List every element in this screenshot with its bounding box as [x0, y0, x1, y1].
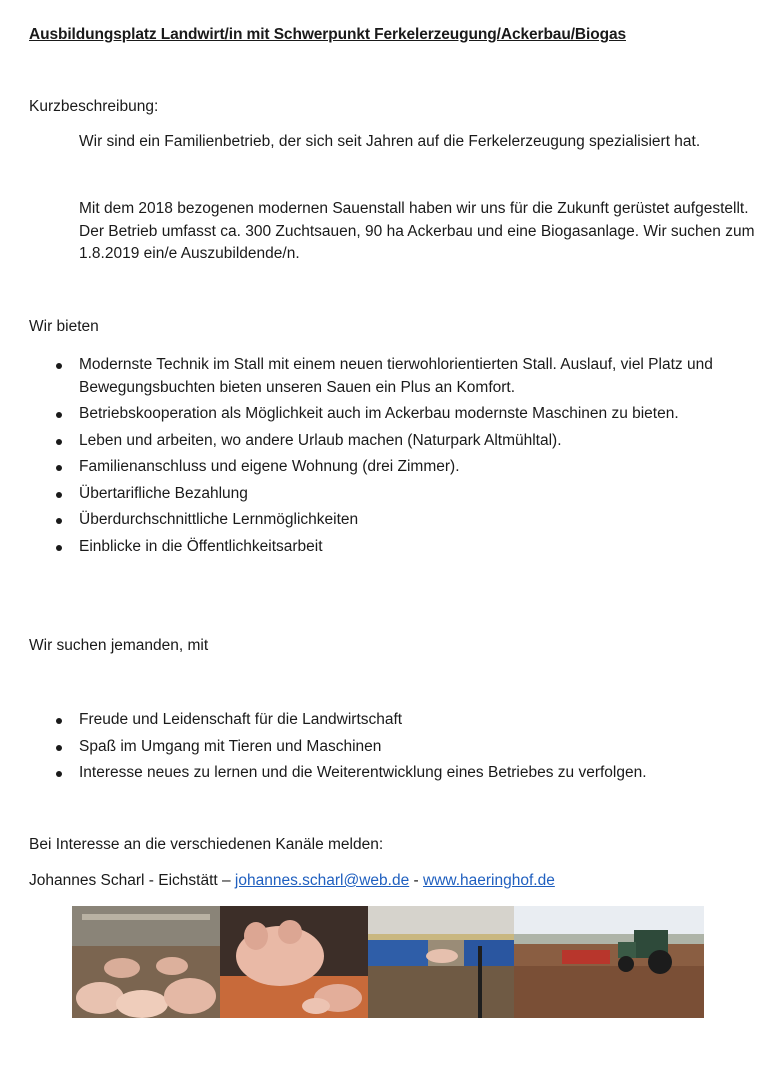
bullet-icon [56, 465, 62, 471]
bullet-icon [56, 545, 62, 551]
seeking-list [0, 709, 778, 789]
offer-list [0, 354, 778, 562]
offer-item: Überdurchschnittliche Lernmöglichkeiten [0, 509, 759, 532]
contact-name: Johannes Scharl - Eichstätt – [29, 872, 235, 889]
bullet-icon [56, 718, 62, 724]
offer-item: Modernste Technik im Stall mit einem neuen tierwohlorientierten Stall. Auslauf, viel Platz und Bewegungsbuchten bieten unseren Sauen ein Plus an Komfort. [0, 354, 759, 399]
website-link[interactable]: www.haeringhof.de [423, 872, 555, 889]
offer-item: Betriebskooperation als Möglichkeit auch im Ackerbau modernste Maschinen zu bieten. [0, 403, 759, 426]
seeking-item: Spaß im Umgang mit Tieren und Maschinen [0, 736, 759, 759]
offer-item: Familienanschluss und eigene Wohnung (drei Zimmer). [0, 456, 759, 479]
bullet-icon [56, 771, 62, 777]
seeking-item: Freude und Leidenschaft für die Landwirtschaft [0, 709, 759, 732]
offer-item: Einblicke in die Öffentlichkeitsarbeit [0, 536, 759, 559]
contact-line [29, 872, 555, 890]
description-paragraph-1: Wir sind ein Familienbetrieb, der sich seit Jahren auf die Ferkelerzeugung spezialisiert hat. [79, 133, 701, 150]
contact-intro: Bei Interesse an die verschiedenen Kanäle melden: [29, 836, 384, 853]
photo-barn-run [368, 906, 514, 1018]
bullet-icon [56, 745, 62, 751]
photo-tractor-field [514, 906, 704, 1018]
photo-strip [72, 906, 704, 1018]
description-heading: Kurzbeschreibung: [29, 98, 159, 115]
bullet-icon [56, 518, 62, 524]
bullet-icon [56, 412, 62, 418]
offer-heading: Wir bieten [29, 318, 99, 335]
bullet-icon [56, 439, 62, 445]
contact-separator: - [409, 872, 423, 889]
seeking-heading: Wir suchen jemanden, mit [29, 637, 209, 654]
document-title: Ausbildungsplatz Landwirt/in mit Schwerpunkt Ferkelerzeugung/Ackerbau/Biogas [29, 26, 626, 43]
offer-item: Leben und arbeiten, wo andere Urlaub machen (Naturpark Altmühltal). [0, 430, 759, 453]
photo-piglets-barn [72, 906, 220, 1018]
bullet-icon [56, 363, 62, 369]
seeking-item: Interesse neues zu lernen und die Weiterentwicklung eines Betriebes zu verfolgen. [0, 762, 759, 785]
bullet-icon [56, 492, 62, 498]
email-link[interactable]: johannes.scharl@web.de [234, 872, 410, 889]
offer-item: Übertarifliche Bezahlung [0, 483, 759, 506]
description-paragraph-2: Mit dem 2018 bezogenen modernen Sauenstall haben wir uns für die Zukunft gerüstet aufgestellt. Der Betrieb umfasst ca. 300 Zuchtsauen, 90 ha Ackerbau und eine Biogasanlage. Wir suchen zum 1.8.2019 ein/e Auszubildende/n. [79, 200, 755, 262]
photo-pig-closeup [220, 906, 368, 1018]
